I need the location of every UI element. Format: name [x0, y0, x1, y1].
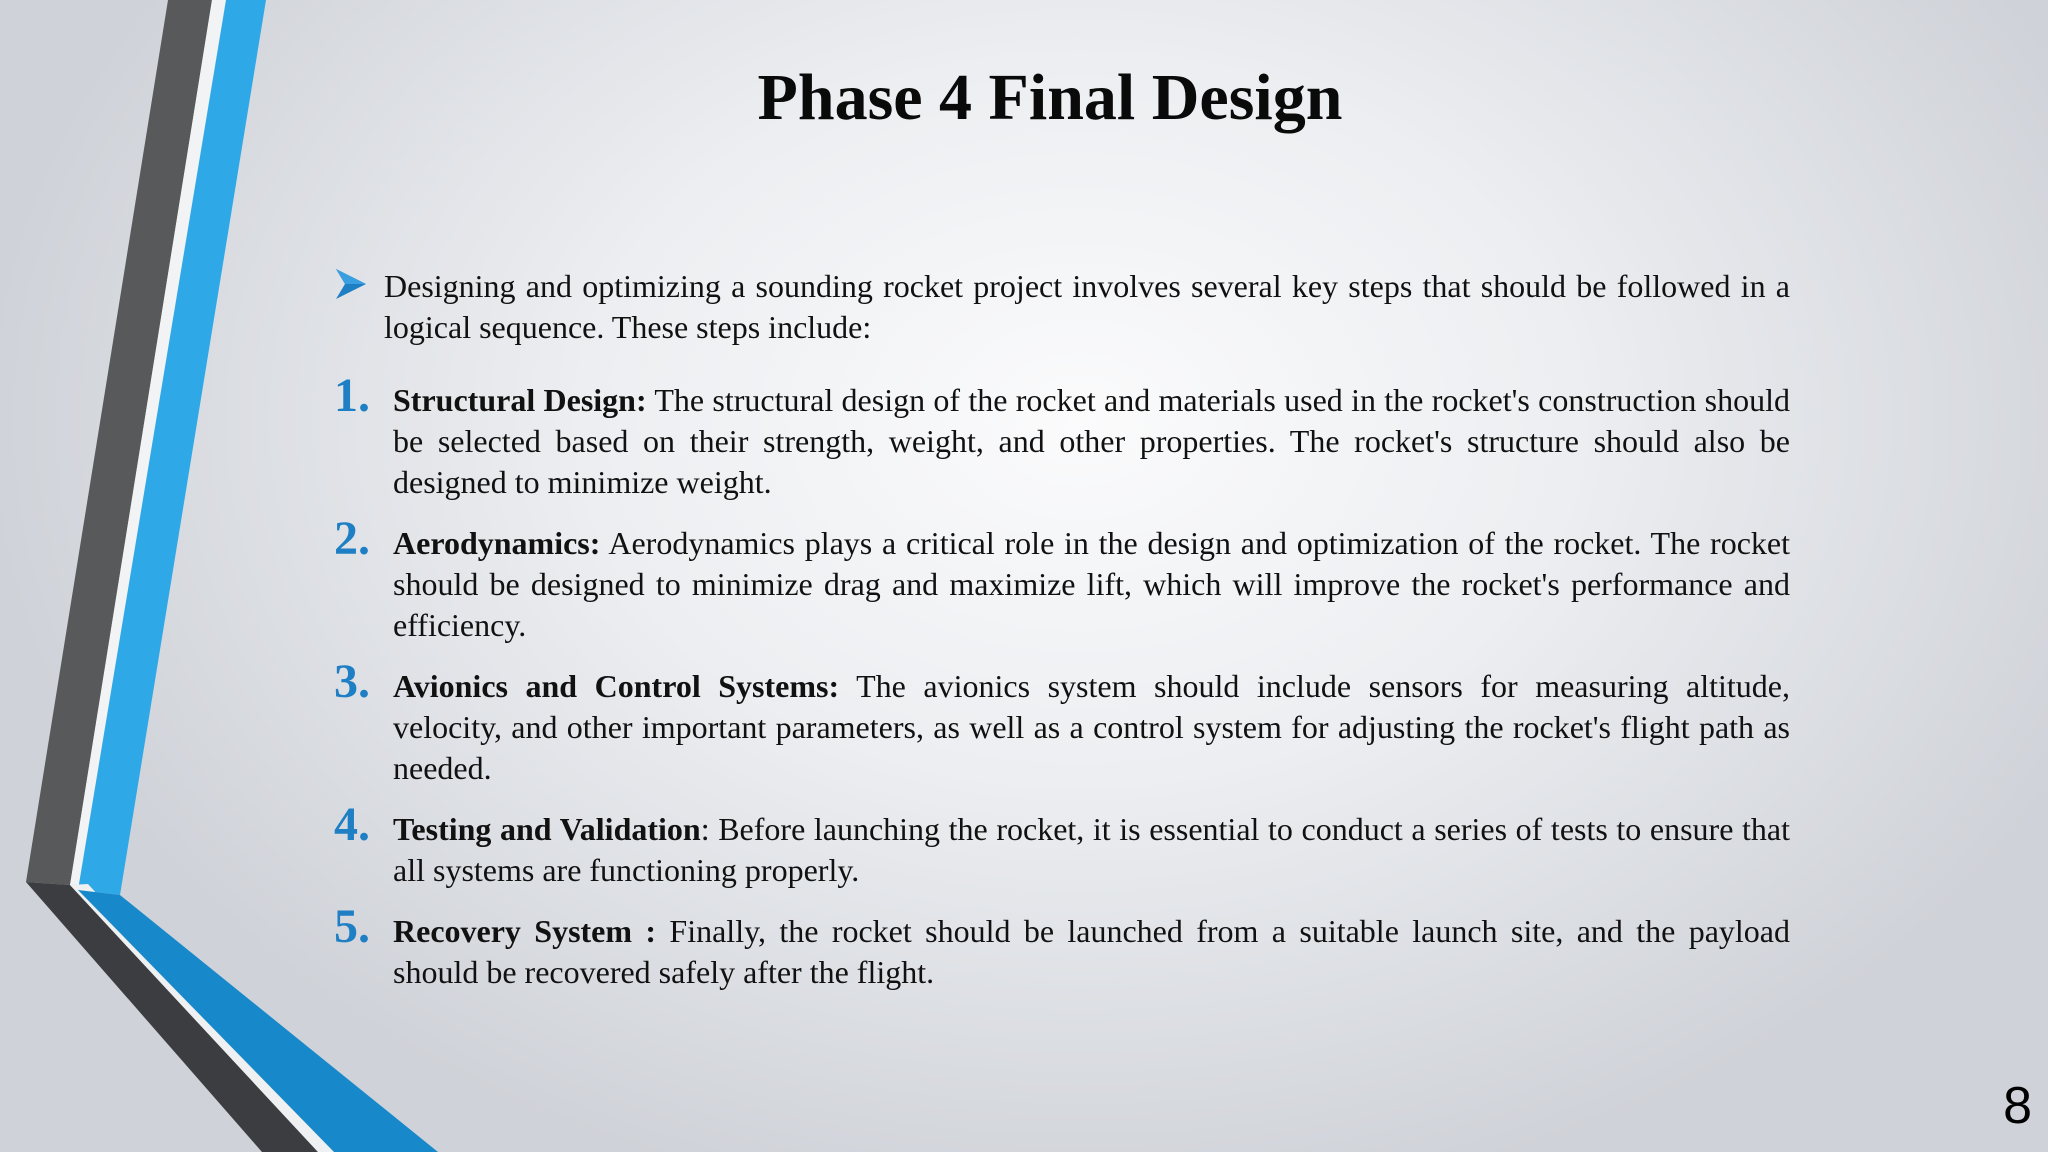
- step-term: Recovery System :: [393, 913, 657, 949]
- step-text: : Before launching the rocket, it is essential to conduct a series of tests to ensure that all systems are functioning properly.: [393, 811, 1791, 888]
- step-text: The avionics system should include sensors for measuring altitude, velocity, and other important parameters, as well as a control system for adjusting the rocket's flight path as needed.: [393, 668, 1791, 786]
- step-term: Aerodynamics:: [393, 525, 601, 561]
- step-term: Structural Design:: [393, 382, 647, 418]
- step-term: Testing and Validation: [393, 811, 701, 847]
- step-number: 1.: [334, 369, 370, 422]
- step-number: 4.: [334, 798, 370, 851]
- slide-content: [334, 266, 1790, 1013]
- step-text: Aerodynamics plays a critical role in the design and optimization of the rocket. The rocket should be designed to minimize drag and maximize lift, which will improve the rocket's performance and efficiency.: [393, 525, 1790, 643]
- step-number: 3.: [334, 655, 370, 708]
- list-item: [334, 900, 1791, 993]
- step-number: 2.: [334, 512, 370, 565]
- list-item: [334, 655, 1791, 789]
- list-item: [334, 512, 1790, 646]
- step-text: The structural design of the rocket and materials used in the rocket's construction should be selected based on their strength, weight, and other properties. The rocket's structure should also be designed to minimize weight.: [393, 382, 1791, 500]
- step-text: Finally, the rocket should be launched from a suitable launch site, and the payload should be recovered safely after the flight.: [393, 913, 1791, 990]
- intro-bullet: [334, 266, 1790, 348]
- steps-list: [334, 369, 1791, 993]
- step-term: Avionics and Control Systems:: [393, 668, 840, 704]
- slide-title: Phase 4 Final Design: [757, 61, 1343, 134]
- page-number: 8: [2003, 1077, 2032, 1135]
- arrow-bullet-icon: [334, 267, 368, 301]
- step-number: 5.: [334, 900, 370, 953]
- list-item: [334, 369, 1791, 503]
- intro-text: Designing and optimizing a sounding rocket project involves several key steps that should be followed in a logical sequence. These steps include:: [384, 268, 1790, 345]
- white-gap-diagonal: [70, 884, 334, 1152]
- list-item: [334, 798, 1791, 891]
- gray-diagonal-stripe: [26, 882, 318, 1152]
